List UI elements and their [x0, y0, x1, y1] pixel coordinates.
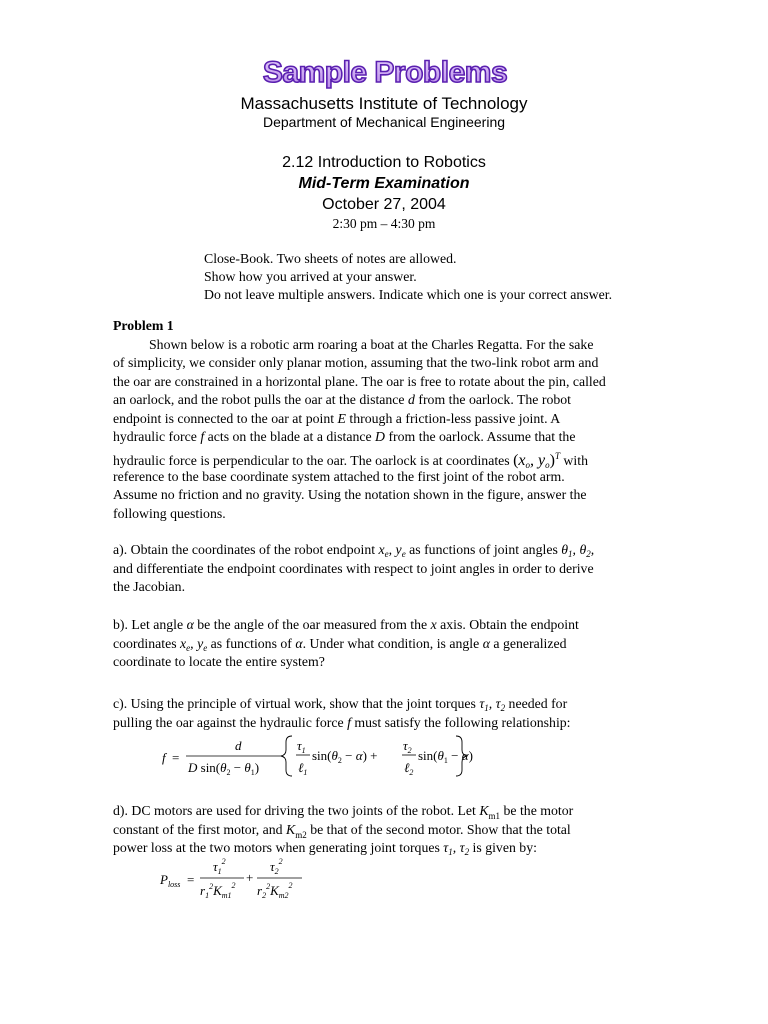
intro-line: endpoint is connected to the oar at point E through a friction-less passive joint. A [113, 410, 561, 426]
intro-line: hydraulic force f acts on the blade at a distance D from the oarlock. Assume that the [113, 429, 576, 444]
exam-time: 2:30 pm – 4:30 pm [332, 216, 436, 231]
intro-line: of simplicity, we consider only planar motion, assuming that the two-link robot arm and [113, 355, 599, 370]
force-equation [160, 732, 473, 780]
intro-line: an oarlock, and the robot pulls the oar at the distance d from the oarlock. The robot [113, 392, 571, 407]
question-line: and differentiate the endpoint coordinates with respect to joint angles in order to derive [113, 560, 594, 576]
svg-text:τ1: $\tau_1$ [297, 738, 306, 755]
intro-line: Shown below is a robotic arm roaring a boat at the Charles Regatta. For the sake [149, 336, 594, 352]
exam-title: Mid-Term Examination [298, 175, 470, 192]
problem-heading: Problem 1 [113, 318, 174, 333]
question-line: a). Obtain the coordinates of the robot endpoint $x_e$, $y_e$ as functions of joint angles $\theta_1$, $\theta_2$, [113, 542, 595, 559]
question-line: c). Using the principle of virtual work, show that the joint torques $\tau_1$, $\tau_2$ needed for [113, 696, 568, 713]
svg-text:τ2: $\tau_2$ [403, 738, 412, 755]
svg-text:Ploss: $P_{loss}$ [160, 872, 181, 889]
svg-text:ℓ1: ℓ$_1$ [298, 760, 308, 777]
torques-symbol: $\tau_1$, $\tau_2$ [479, 696, 506, 713]
question-line: d). DC motors are used for driving the two joints of the robot. Let $K_{m1}$ be the motor [113, 803, 574, 821]
alpha-symbol: α [186, 617, 194, 632]
exam-date: October 27, 2004 [322, 196, 446, 213]
question-line: power loss at the two motors when generating joint torques $\tau_1$, $\tau_2$ is given by: [113, 840, 537, 857]
sample-problems-banner [262, 44, 508, 96]
svg-text:f: f [162, 750, 166, 765]
svg-text:=: = [172, 750, 180, 765]
svg-text:ℓ2: ℓ$_2$ [404, 760, 414, 777]
endpoint-symbol: $x_e$, $y_e$ [180, 635, 208, 653]
intro-line: reference to the base coordinate system attached to the first joint of the robot arm. [113, 468, 565, 484]
question-line: coordinate to locate the entire system? [113, 654, 325, 669]
svg-text:τ22: $\tau_2^2$ [270, 857, 283, 876]
intro-line: Assume no friction and no gravity. Using the notation shown in the figure, answer the [113, 487, 587, 502]
problem-1 [113, 317, 643, 523]
svg-text:D sin(θ2 − θ1): D $\sin(\theta_2 - \theta_1)$ [188, 760, 260, 777]
question-a [113, 541, 643, 597]
svg-text:r22Km22: $r_2^2K_{m2}^2$ [257, 881, 293, 900]
institution-name: Massachusetts Institute of Technology [240, 94, 528, 113]
instruction-line: Do not leave multiple answers. Indicate which one is your correct answer. [204, 287, 613, 302]
question-c [113, 695, 643, 732]
instructions [204, 250, 612, 304]
intro-line: hydraulic force is perpendicular to the oar. The oarlock is at coordinates ($x_o$, $y_o)^T$ with [113, 450, 588, 470]
svg-text:=: = [187, 872, 195, 887]
question-line: constant of the first motor, and $K_{m2}$ be that of the second motor. Show that the total [113, 821, 571, 840]
question-line: coordinates $x_e$, $y_e$ as functions of α. Under what condition, is angle α a generalized [113, 635, 567, 653]
question-d [113, 802, 643, 858]
svg-text:d: d [235, 738, 242, 753]
svg-text:sin(θ2 − α) +: $\sin(\theta_2 - \alpha)$ + [312, 748, 378, 765]
instruction-line: Close-Book. Two sheets of notes are allowed. [204, 251, 457, 266]
question-line: the Jacobian. [113, 579, 186, 594]
torques-symbol: $\tau_1$, $\tau_2$ [443, 840, 470, 857]
intro-line: the oar are constrained in a horizontal plane. The oar is free to rotate about the pin, called [113, 373, 606, 389]
svg-text:sin(θ1 − α): $\sin(\theta_1 - \alpha)$ [418, 748, 473, 765]
instruction-line: Show how you arrived at your answer. [204, 269, 417, 284]
intro-line: following questions. [113, 505, 226, 521]
svg-text:r12Km12: $r_1^2K_{m1}^2$ [200, 881, 236, 900]
endpoint-symbol: $x_e$, $y_e$ [378, 542, 406, 559]
svg-text:+: + [246, 870, 254, 885]
svg-text:τ12: $\tau_1^2$ [213, 857, 226, 876]
question-line: pulling the oar against the hydraulic force f must satisfy the following relationship: [113, 714, 571, 730]
department-name: Department of Mechanical Engineering [262, 114, 506, 130]
oarlock-coordinates: ($x_o$, $y_o)^T$ [513, 450, 560, 470]
joint-angles-symbol: $\theta_1$, $\theta_2$, [561, 542, 595, 559]
banner-text: Sample Problems [262, 56, 508, 89]
power-loss-equation [160, 855, 320, 901]
question-b [113, 616, 643, 672]
course-title: 2.12 Introduction to Robotics [282, 154, 486, 171]
question-line: b). Let angle α be the angle of the oar measured from the x axis. Obtain the endpoint [113, 617, 579, 632]
